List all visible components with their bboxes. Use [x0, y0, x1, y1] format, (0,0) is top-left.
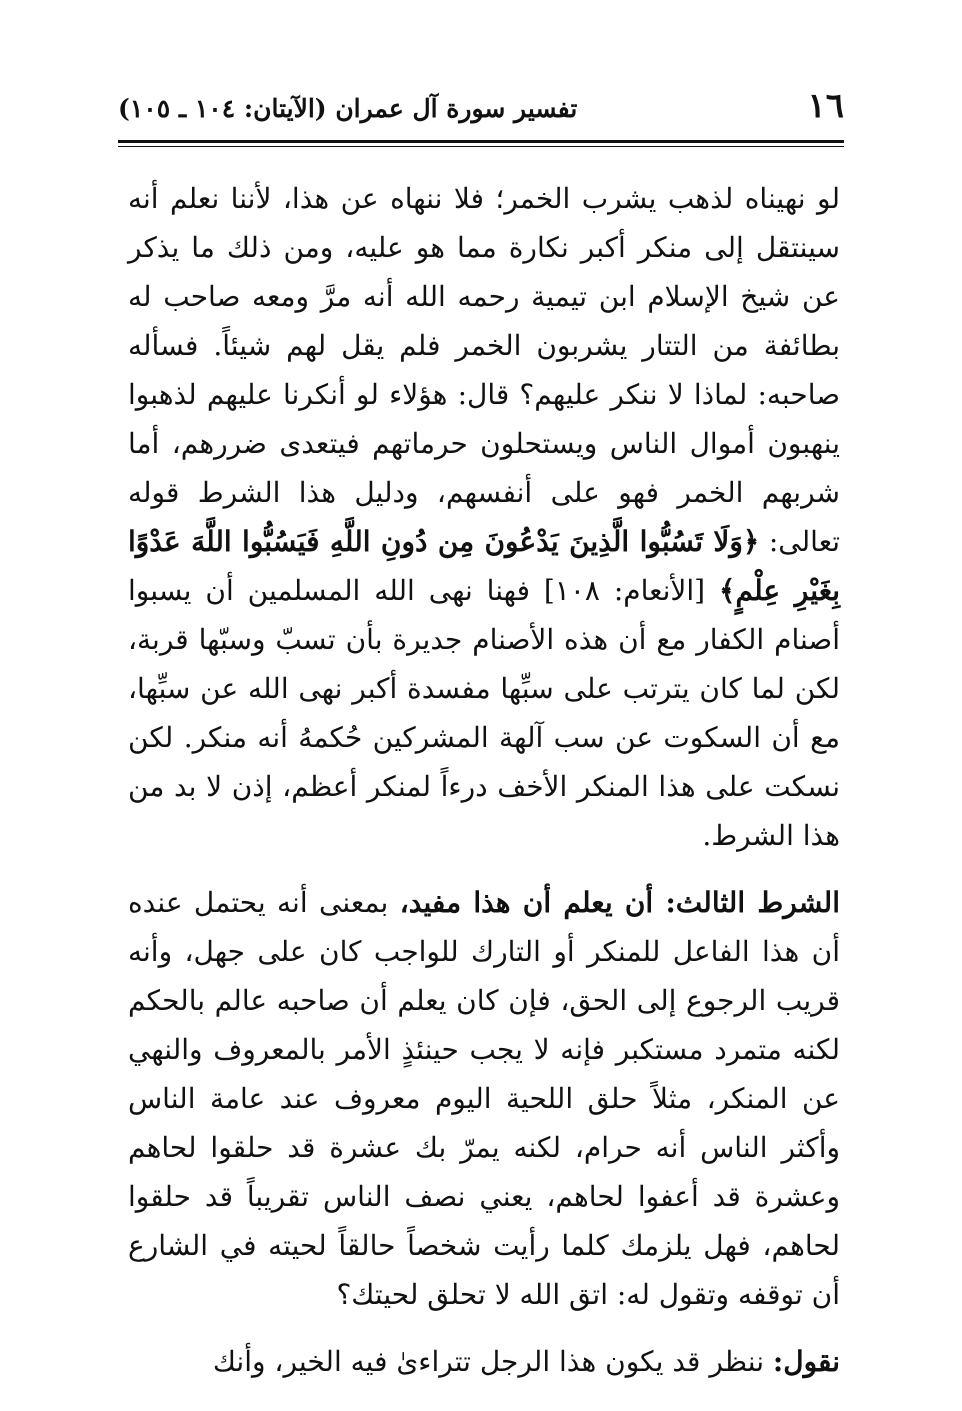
- paragraph-2-text: بمعنى أنه يحتمل عنده أن هذا الفاعل للمنكر أو التارك للواجب كان على جهل، وأنه قريب الرجوع إلى الحق، فإن كان يعلم أن صاحبه عالم بالحكم لكنه متمرد مستكبر فإنه لا يجب حينئذٍ الأمر بالمعروف والنهي عن المنكر، مثلاً حلق اللحية اليوم معروف عند عامة الناس وأكثر الناس أنه حرام، لكنه يمرّ بك عشرة قد حلقوا لحاهم وعشرة قد أعفوا لحاهم، يعني نصف الناس تقريباً قد حلقوا لحاهم، فهل يلزمك كلما رأيت شخصاً حالقاً لحيته في الشارع أن توقفه وتقول له: اتق الله لا تحلق لحيتك؟: [128, 886, 840, 1311]
- page-header: [118, 86, 844, 136]
- third-condition-heading: الشرط الثالث: أن يعلم أن هذا مفيد،: [399, 886, 840, 919]
- paragraph-1-text-after: [الأنعام: ١٠٨] فهنا نهى الله المسلمين أن يسبوا أصنام الكفار مع أن هذه الأصنام جديرة بأن تسبّ وسبّها قربة، لكن لما كان يترتب على سبِّها مفسدة أكبر نهى الله عن سبِّها، مع أن السكوت عن سب آلهة المشركين حُكمهُ أنه منكر. لكن نسكت على هذا المنكر الأخف درءاً لمنكر أعظم، إذن لا بد من هذا الشرط.: [128, 574, 840, 852]
- paragraph-2: [128, 878, 840, 1319]
- paragraph-1-text-before: لو نهيناه لذهب يشرب الخمر؛ فلا ننهاه عن هذا، لأننا نعلم أنه سينتقل إلى منكر أكبر نكارة مما هو عليه، ومن ذلك ما يذكر عن شيخ الإسلام ابن تيمية رحمه الله أنه مرَّ ومعه صاحب له بطائفة من التتار يشربون الخمر فلم يقل لهم شيئاً. فسأله صاحبه: لماذا لا ننكر عليهم؟ قال: هؤلاء لو أنكرنا عليهم لذهبوا ينهبون أموال الناس ويستحلون حرماتهم فيتعدى ضررهم، أما شربهم الخمر فهو على أنفسهم، ودليل هذا الشرط قوله تعالى:: [128, 182, 840, 558]
- header-rule-thick: [118, 140, 844, 143]
- body-text: [128, 174, 840, 1386]
- header-rule-thin: [118, 146, 844, 147]
- paragraph-3-text: ننظر قد يكون هذا الرجل تتراءىٰ فيه الخير، وأنك: [212, 1345, 773, 1378]
- paragraph-1: [128, 174, 840, 860]
- paragraph-3-lead: نقول:: [772, 1345, 840, 1378]
- paragraph-3: [128, 1337, 840, 1386]
- page-number: ١٦: [807, 86, 844, 126]
- quran-verse: ﴿وَلَا تَسُبُّوا الَّذِينَ يَدْعُونَ مِن دُونِ اللَّهِ فَيَسُبُّوا اللَّهَ عَدْوًا بِغَيْرِ عِلْمٍ﴾: [128, 525, 841, 607]
- running-head: تفسير سورة آل عمران (الآيتان: ١٠٤ ـ ١٠٥): [118, 94, 578, 123]
